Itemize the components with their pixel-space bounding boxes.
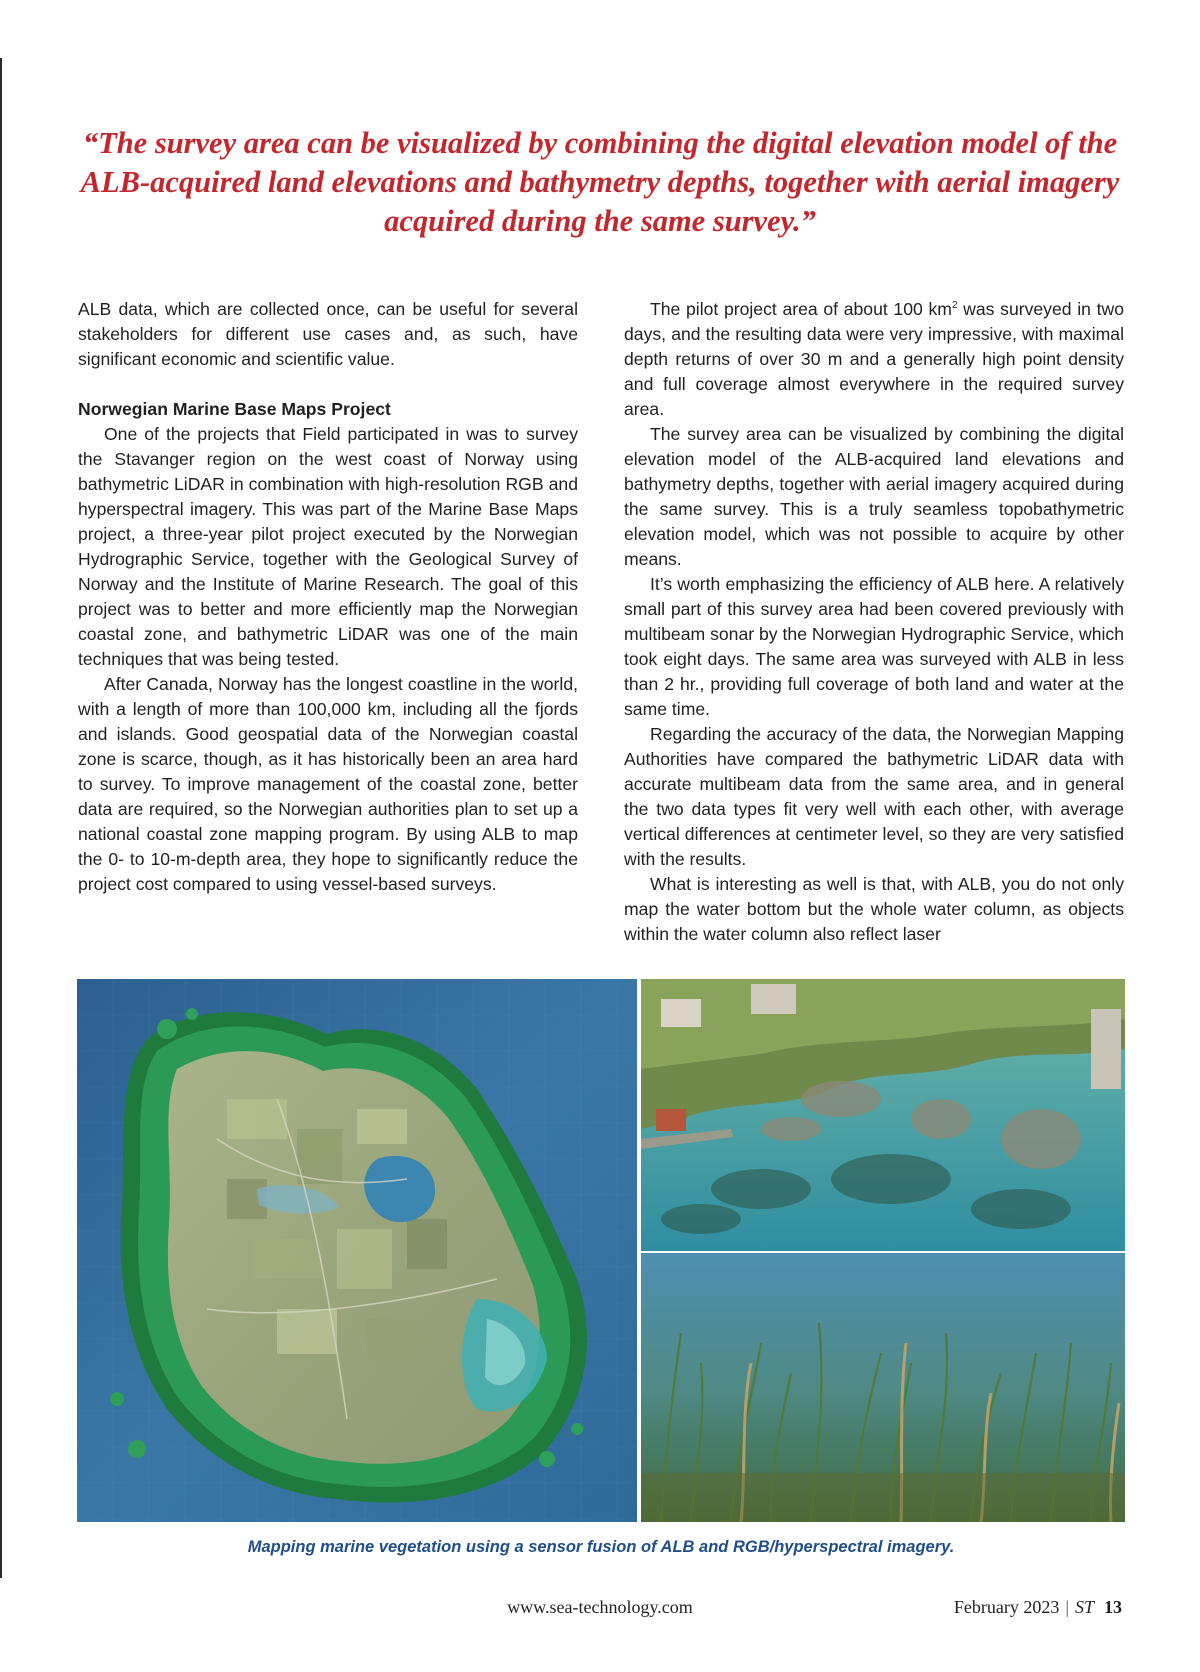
body-text: The pilot project area of about 100 km	[650, 299, 952, 319]
body-paragraph: After Canada, Norway has the longest coastline in the world, with a length of more than 100,000 km, including all the fjords and islands. Good geospatial data of the Norwegian coastal zone is scarce, though, as it has historically been an area hard to survey. To improve management of the coastal zone, better data are required, so the Norwegian authorities plan to set up a national coastal zone mapping program. By using ALB to map the 0- to 10-m-depth area, they hope to significantly reduce the project cost compared to using vessel-based surveys.	[78, 674, 578, 894]
underwater-seagrass-photo	[641, 1253, 1125, 1522]
body-paragraph: Regarding the accuracy of the data, the Norwegian Mapping Authorities have compared the bathymetric LiDAR data with accurate multibeam data from the same area, and in general the two data types fit very well with each other, with average vertical differences at centimeter level, so they are very satisfied with the results.	[624, 724, 1124, 869]
page-edge-rule	[0, 58, 2, 1578]
body-paragraph: One of the projects that Field participated in was to survey the Stavanger region on the west coast of Norway using bathymetric LiDAR in combination with high-resolution RGB and hyperspectral imagery. This was part of the Marine Base Maps project, a three-year pilot project executed by the Norwegian Hydrographic Service, together with the Geological Survey of Norway and the Institute of Marine Research. The goal of this project was to better and more efficiently map the Norwegian coastal zone, and bathymetric LiDAR was one of the main techniques that was being tested.	[78, 424, 578, 669]
aerial-shoreline-photo	[641, 979, 1125, 1251]
seagrass-photo-image	[641, 1253, 1125, 1522]
body-text: was surveyed in two days, and the resulting data were very impressive, with maximal depth returns of over 30 m and a generally high point density and full coverage almost everywhere in the required survey area.	[624, 299, 1124, 419]
body-paragraph: It’s worth emphasizing the efficiency of ALB here. A relatively small part of this survey area had been covered previously with multibeam sonar by the Norwegian Hydrographic Service, which took eight days. The same area was surveyed with ALB in less than 2 hr., providing full coverage of both land and water at the same time.	[624, 574, 1124, 719]
right-column	[624, 297, 1124, 947]
island-map-image	[77, 979, 637, 1522]
left-column	[78, 297, 578, 897]
figure-caption: Mapping marine vegetation using a sensor fusion of ALB and RGB/hyperspectral imagery.	[247, 1538, 955, 1556]
footer-separator: |	[1065, 1597, 1069, 1617]
island-vegetation-map	[77, 979, 637, 1522]
body-paragraph: What is interesting as well is that, with ALB, you do not only map the water bottom but the whole water column, as objects within the water column also reflect laser	[624, 874, 1124, 944]
superscript: 2	[951, 300, 958, 312]
section-heading: Norwegian Marine Base Maps Project	[78, 399, 391, 419]
page-number: 13	[1104, 1597, 1122, 1617]
pull-quote-text: “The survey area can be visualized by combining the digital elevation model of the ALB-acquired land elevations and bathymetry depths, together with aerial imagery acquired during the same survey.”	[80, 126, 1120, 238]
pull-quote	[70, 124, 1130, 241]
aerial-photo-image	[641, 979, 1125, 1251]
figure-composite	[77, 979, 1125, 1522]
intro-paragraph: ALB data, which are collected once, can be useful for several stakeholders for different use cases and, as such, have significant economic and scientific value.	[78, 299, 578, 369]
footer-issue-info	[954, 1597, 1122, 1618]
magazine-abbrev: ST	[1074, 1597, 1094, 1617]
issue-date: February 2023	[953, 1597, 1060, 1617]
footer-url[interactable]: www.sea-technology.com	[507, 1597, 693, 1617]
body-paragraph: The survey area can be visualized by combining the digital elevation model of the ALB-acquired land elevations and bathymetry depths, together with aerial imagery acquired during the same survey. This is a truly seamless topobathymetric elevation model, which was not possible to acquire by other means.	[624, 424, 1124, 569]
paragraph-gap	[78, 372, 578, 397]
body-paragraph	[624, 297, 1124, 422]
